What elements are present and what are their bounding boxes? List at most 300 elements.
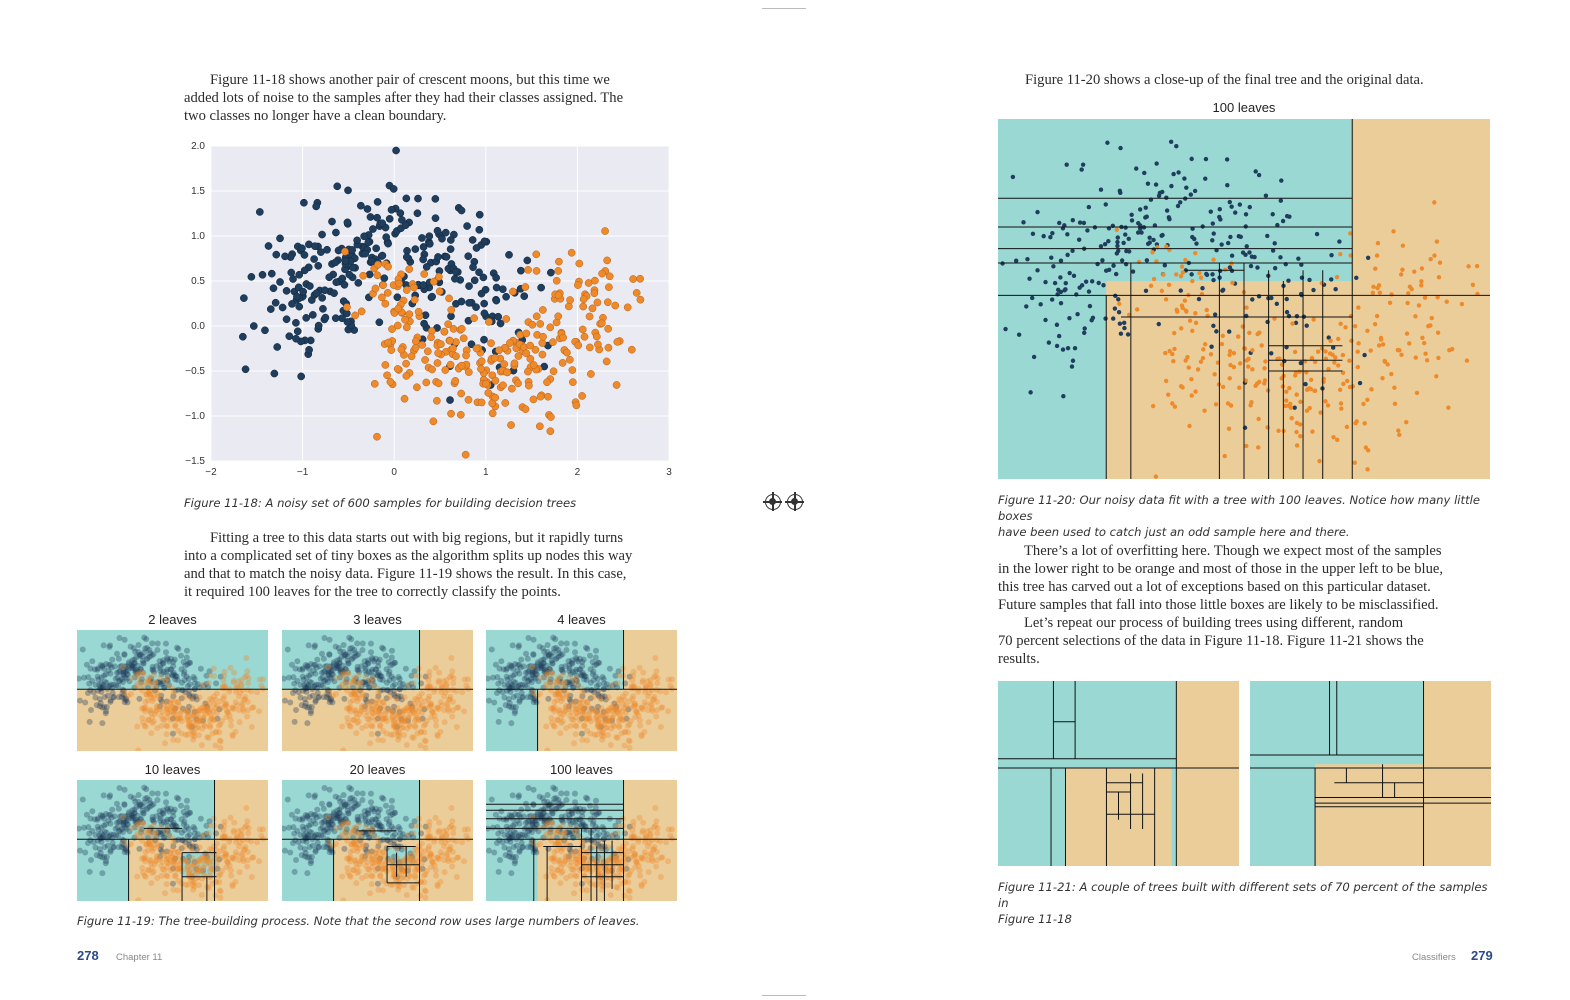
orange-point bbox=[563, 875, 569, 881]
blue-point bbox=[572, 791, 578, 797]
blue-point bbox=[378, 673, 384, 679]
blue-point bbox=[1154, 182, 1158, 186]
orange-point bbox=[627, 738, 633, 744]
orange-point bbox=[648, 827, 654, 833]
orange-point bbox=[404, 742, 410, 748]
orange-point bbox=[1203, 342, 1207, 346]
orange-point bbox=[369, 881, 375, 887]
blue-point bbox=[545, 642, 551, 648]
orange-point bbox=[461, 708, 467, 714]
orange-point bbox=[436, 856, 442, 862]
blue-point bbox=[1333, 287, 1337, 291]
orange-point bbox=[547, 428, 554, 435]
blue-point bbox=[591, 813, 597, 819]
orange-point bbox=[326, 839, 332, 845]
orange-point bbox=[228, 815, 234, 821]
blue-point bbox=[469, 236, 476, 243]
orange-point bbox=[1307, 386, 1311, 390]
tree-panel-3-leaves bbox=[282, 630, 473, 751]
blue-point bbox=[1151, 238, 1155, 242]
blue-point bbox=[282, 698, 288, 704]
orange-point bbox=[191, 880, 197, 886]
blue-point bbox=[566, 668, 572, 674]
orange-point bbox=[1217, 382, 1221, 386]
orange-point bbox=[634, 710, 640, 716]
orange-point bbox=[523, 330, 530, 337]
orange-point bbox=[1294, 392, 1298, 396]
blue-point bbox=[331, 809, 337, 815]
blue-point bbox=[1118, 321, 1122, 325]
blue-point bbox=[1064, 162, 1068, 166]
orange-point bbox=[458, 362, 465, 369]
orange-point bbox=[478, 358, 485, 365]
orange-point bbox=[221, 823, 227, 829]
orange-point bbox=[421, 270, 428, 277]
orange-point bbox=[625, 873, 631, 879]
blue-point bbox=[109, 807, 115, 813]
orange-point bbox=[244, 863, 250, 869]
blue-point bbox=[1230, 254, 1234, 258]
blue-point bbox=[122, 787, 128, 793]
blue-point bbox=[538, 284, 545, 291]
orange-point bbox=[663, 839, 669, 845]
x-tick-label: 3 bbox=[666, 467, 672, 478]
orange-point bbox=[550, 705, 556, 711]
blue-point bbox=[1307, 278, 1311, 282]
orange-point bbox=[485, 389, 492, 396]
blue-point bbox=[1247, 250, 1251, 254]
orange-point bbox=[228, 873, 234, 879]
orange-point bbox=[1336, 337, 1340, 341]
blue-point bbox=[1031, 232, 1035, 236]
blue-point bbox=[537, 794, 543, 800]
blue-point bbox=[300, 288, 307, 295]
blue-point bbox=[341, 792, 347, 798]
orange-point bbox=[442, 719, 448, 725]
blue-point bbox=[1265, 320, 1269, 324]
blue-point bbox=[281, 253, 288, 260]
orange-point bbox=[461, 858, 467, 864]
blue-point bbox=[373, 245, 380, 252]
orange-point bbox=[390, 732, 396, 738]
blue-point bbox=[1126, 332, 1130, 336]
blue-point bbox=[591, 663, 597, 669]
orange-point bbox=[503, 315, 510, 322]
orange-point bbox=[141, 705, 147, 711]
blue-point bbox=[1129, 213, 1133, 217]
orange-point bbox=[344, 688, 350, 694]
blue-point bbox=[163, 649, 169, 655]
blue-point bbox=[1189, 272, 1193, 276]
blue-point bbox=[107, 671, 113, 677]
orange-point bbox=[170, 854, 176, 860]
orange-point bbox=[637, 873, 643, 879]
orange-point bbox=[516, 331, 523, 338]
orange-point bbox=[258, 683, 264, 689]
orange-point bbox=[438, 699, 444, 705]
orange-point bbox=[436, 820, 442, 826]
orange-point bbox=[550, 368, 557, 375]
text-line: Figure 11-18 shows another pair of crescent moons, but this time we bbox=[210, 72, 610, 88]
orange-point bbox=[567, 674, 573, 680]
blue-point bbox=[316, 844, 322, 850]
blue-point bbox=[95, 838, 101, 844]
blue-point bbox=[309, 311, 316, 318]
orange-point bbox=[383, 372, 390, 379]
orange-point bbox=[448, 805, 454, 811]
orange-point bbox=[1179, 274, 1183, 278]
orange-point bbox=[1397, 433, 1401, 437]
blue-point bbox=[111, 844, 117, 850]
orange-point bbox=[555, 292, 562, 299]
orange-point bbox=[1420, 336, 1424, 340]
orange-point bbox=[1366, 448, 1370, 452]
blue-point bbox=[1073, 346, 1077, 350]
blue-point bbox=[1285, 310, 1289, 314]
orange-point bbox=[653, 863, 659, 869]
orange-point bbox=[245, 699, 251, 705]
blue-point bbox=[1028, 390, 1032, 394]
blue-point bbox=[182, 827, 188, 833]
orange-point bbox=[231, 706, 237, 712]
orange-point bbox=[598, 320, 605, 327]
orange-point bbox=[555, 313, 562, 320]
orange-point bbox=[1202, 408, 1206, 412]
orange-point bbox=[155, 841, 161, 847]
orange-point bbox=[1339, 322, 1343, 326]
orange-point bbox=[352, 858, 358, 864]
panel-title: 20 leaves bbox=[349, 762, 406, 777]
orange-point bbox=[1214, 402, 1218, 406]
blue-point bbox=[607, 666, 613, 672]
orange-point bbox=[256, 708, 262, 714]
orange-point bbox=[200, 682, 206, 688]
blue-point bbox=[1169, 184, 1173, 188]
blue-point bbox=[92, 666, 98, 672]
orange-point bbox=[401, 715, 407, 721]
orange-point bbox=[1238, 361, 1242, 365]
orange-point bbox=[233, 686, 239, 692]
orange-point bbox=[459, 689, 465, 695]
blue-point bbox=[593, 654, 599, 660]
orange-point bbox=[437, 879, 443, 885]
blue-point bbox=[100, 663, 106, 669]
blue-point bbox=[170, 881, 176, 887]
orange-point bbox=[1328, 339, 1332, 343]
orange-point bbox=[1220, 342, 1224, 346]
orange-point bbox=[396, 730, 402, 736]
orange-point bbox=[1287, 386, 1291, 390]
blue-point bbox=[142, 646, 148, 652]
blue-point bbox=[138, 652, 144, 658]
orange-point bbox=[254, 839, 260, 845]
orange-point bbox=[363, 824, 369, 830]
blue-point bbox=[103, 708, 109, 714]
blue-point bbox=[330, 290, 337, 297]
orange-point bbox=[543, 723, 549, 729]
orange-point bbox=[1412, 269, 1416, 273]
blue-point bbox=[1030, 296, 1034, 300]
blue-point bbox=[374, 198, 381, 205]
blue-point bbox=[547, 269, 554, 276]
blue-point bbox=[175, 796, 181, 802]
blue-point bbox=[381, 275, 388, 282]
orange-point bbox=[554, 840, 560, 846]
orange-point bbox=[375, 704, 381, 710]
blue-point bbox=[516, 821, 522, 827]
text-line: in the lower right to be orange and most of those in the upper left to be blue, bbox=[998, 561, 1443, 577]
blue-point bbox=[1114, 272, 1118, 276]
blue-point bbox=[297, 666, 303, 672]
blue-point bbox=[1211, 278, 1215, 282]
blue-point bbox=[496, 869, 502, 875]
orange-point bbox=[1183, 299, 1187, 303]
orange-point bbox=[1253, 384, 1257, 388]
orange-point bbox=[224, 853, 230, 859]
orange-point bbox=[208, 706, 214, 712]
orange-point bbox=[506, 339, 513, 346]
orange-point bbox=[1190, 279, 1194, 283]
blue-point bbox=[1071, 359, 1075, 363]
blue-point bbox=[1082, 221, 1086, 225]
orange-point bbox=[162, 740, 168, 746]
orange-point bbox=[1323, 399, 1327, 403]
orange-point bbox=[213, 697, 219, 703]
orange-point bbox=[570, 717, 576, 723]
orange-point bbox=[642, 686, 648, 692]
orange-point bbox=[339, 873, 345, 879]
orange-point bbox=[1227, 353, 1231, 357]
blue-point bbox=[443, 253, 450, 260]
blue-point bbox=[1329, 253, 1333, 257]
blue-point bbox=[1245, 244, 1249, 248]
orange-point bbox=[175, 849, 181, 855]
blue-point bbox=[175, 646, 181, 652]
blue-point bbox=[82, 700, 88, 706]
blue-point bbox=[333, 644, 339, 650]
blue-point bbox=[1204, 157, 1208, 161]
orange-point bbox=[1290, 416, 1294, 420]
orange-point bbox=[1311, 317, 1315, 321]
bottom-rule bbox=[762, 995, 806, 996]
orange-point bbox=[394, 855, 400, 861]
blue-point bbox=[285, 796, 291, 802]
orange-point bbox=[549, 339, 556, 346]
blue-point bbox=[1354, 276, 1358, 280]
orange-point bbox=[1446, 405, 1450, 409]
orange-point bbox=[422, 356, 429, 363]
orange-point bbox=[239, 677, 245, 683]
orange-point bbox=[492, 394, 499, 401]
orange-point bbox=[424, 348, 431, 355]
blue-point bbox=[403, 195, 410, 202]
blue-point bbox=[1292, 406, 1296, 410]
blue-point bbox=[292, 869, 298, 875]
blue-point bbox=[510, 823, 516, 829]
blue-point bbox=[313, 290, 320, 297]
blue-point bbox=[272, 299, 279, 306]
orange-point bbox=[1197, 271, 1201, 275]
blue-point bbox=[1087, 289, 1091, 293]
orange-point bbox=[141, 855, 147, 861]
blue-point bbox=[481, 310, 488, 317]
blue-point bbox=[92, 682, 98, 688]
orange-point bbox=[398, 346, 405, 353]
orange-point bbox=[447, 361, 454, 368]
orange-point bbox=[1326, 403, 1330, 407]
orange-point bbox=[607, 705, 613, 711]
orange-point bbox=[605, 865, 611, 871]
blue-point bbox=[1061, 394, 1065, 398]
orange-point bbox=[400, 874, 406, 880]
orange-point bbox=[394, 705, 400, 711]
orange-point bbox=[418, 729, 424, 735]
blue-point bbox=[515, 644, 521, 650]
caption-line: Figure 11-21: A couple of trees built with different sets of 70 percent of the samples in bbox=[998, 880, 1488, 910]
blue-point bbox=[299, 702, 305, 708]
orange-point bbox=[533, 251, 540, 258]
orange-point bbox=[616, 672, 622, 678]
blue-point bbox=[1211, 324, 1215, 328]
orange-point bbox=[1135, 307, 1139, 311]
blue-point bbox=[294, 328, 301, 335]
orange-point bbox=[601, 227, 608, 234]
blue-point bbox=[551, 646, 557, 652]
orange-point bbox=[564, 691, 570, 697]
orange-point bbox=[622, 879, 628, 885]
blue-point bbox=[1233, 210, 1237, 214]
orange-point bbox=[1352, 461, 1356, 465]
orange-point bbox=[433, 723, 439, 729]
blue-point bbox=[1160, 233, 1164, 237]
blue-point bbox=[1064, 281, 1068, 285]
orange-point bbox=[630, 673, 636, 679]
blue-point bbox=[346, 271, 353, 278]
blue-point bbox=[1065, 253, 1069, 257]
blue-point bbox=[157, 818, 163, 824]
text-line: this tree has carved out a lot of exceptions based on this particular dataset. bbox=[998, 579, 1431, 595]
orange-point bbox=[463, 683, 469, 689]
blue-point bbox=[312, 683, 318, 689]
orange-point bbox=[578, 392, 585, 399]
blue-point bbox=[170, 663, 176, 669]
blue-point bbox=[591, 677, 597, 683]
orange-point bbox=[430, 710, 436, 716]
blue-point bbox=[552, 636, 558, 642]
blue-point bbox=[333, 794, 339, 800]
orange-point bbox=[448, 306, 455, 313]
orange-point bbox=[1256, 445, 1260, 449]
blue-point bbox=[432, 195, 439, 202]
blue-point bbox=[512, 708, 518, 714]
orange-point bbox=[667, 683, 673, 689]
next-page-icon[interactable] bbox=[787, 494, 803, 510]
orange-point bbox=[1312, 389, 1316, 393]
orange-point bbox=[543, 873, 549, 879]
blue-point bbox=[1065, 232, 1069, 236]
orange-point bbox=[402, 694, 408, 700]
orange-point bbox=[228, 717, 234, 723]
tree-panel-2-leaves bbox=[77, 630, 268, 751]
blue-point bbox=[334, 183, 341, 190]
blue-point bbox=[1059, 301, 1063, 305]
orange-point bbox=[1171, 359, 1175, 363]
orange-point bbox=[1228, 363, 1232, 367]
previous-page-icon[interactable] bbox=[765, 494, 781, 510]
blue-point bbox=[107, 833, 113, 839]
orange-point bbox=[574, 281, 581, 288]
orange-point bbox=[213, 879, 219, 885]
orange-point bbox=[1228, 376, 1232, 380]
orange-point bbox=[436, 670, 442, 676]
orange-point bbox=[1432, 253, 1436, 257]
blue-point bbox=[540, 810, 546, 816]
blue-point bbox=[572, 649, 578, 655]
blue-point bbox=[503, 852, 509, 858]
blue-point bbox=[1123, 232, 1127, 236]
orange-point bbox=[170, 690, 176, 696]
blue-point bbox=[143, 786, 149, 792]
blue-point bbox=[285, 646, 291, 652]
orange-point bbox=[352, 312, 359, 319]
blue-point bbox=[371, 658, 377, 664]
orange-point bbox=[462, 451, 469, 458]
blue-point bbox=[88, 707, 94, 713]
blue-point bbox=[1113, 306, 1117, 310]
blue-point bbox=[1100, 258, 1104, 262]
orange-point bbox=[155, 691, 161, 697]
blue-point bbox=[1204, 272, 1208, 276]
orange-point bbox=[509, 288, 516, 295]
blue-point bbox=[545, 792, 551, 798]
blue-point bbox=[1115, 240, 1119, 244]
orange-point bbox=[164, 731, 170, 737]
blue-point bbox=[346, 811, 352, 817]
blue-point bbox=[157, 808, 163, 814]
orange-point bbox=[1180, 264, 1184, 268]
orange-point bbox=[208, 856, 214, 862]
blue-point bbox=[1116, 235, 1120, 239]
orange-point bbox=[375, 840, 381, 846]
orange-point bbox=[1373, 322, 1377, 326]
blue-point bbox=[515, 794, 521, 800]
orange-point bbox=[237, 719, 243, 725]
tree-panel-10-leaves bbox=[77, 780, 268, 901]
blue-point bbox=[282, 848, 288, 854]
blue-point bbox=[184, 798, 190, 804]
figure-11-21-tree-b bbox=[1250, 681, 1491, 866]
blue-point bbox=[385, 240, 392, 247]
blue-point bbox=[300, 199, 307, 206]
blue-point bbox=[1160, 190, 1164, 194]
blue-point bbox=[149, 652, 155, 658]
blue-point bbox=[344, 318, 351, 325]
blue-point bbox=[1087, 205, 1091, 209]
orange-point bbox=[533, 267, 540, 274]
orange-point bbox=[615, 885, 621, 891]
blue-point bbox=[1117, 310, 1121, 314]
blue-point bbox=[593, 804, 599, 810]
orange-point bbox=[433, 867, 439, 873]
orange-point bbox=[1172, 331, 1176, 335]
panel-title: 3 leaves bbox=[353, 612, 402, 627]
blue-point bbox=[458, 298, 465, 305]
orange-point bbox=[623, 710, 629, 716]
orange-point bbox=[1413, 314, 1417, 318]
orange-point bbox=[539, 333, 546, 340]
blue-point bbox=[1249, 264, 1253, 268]
orange-point bbox=[586, 344, 593, 351]
